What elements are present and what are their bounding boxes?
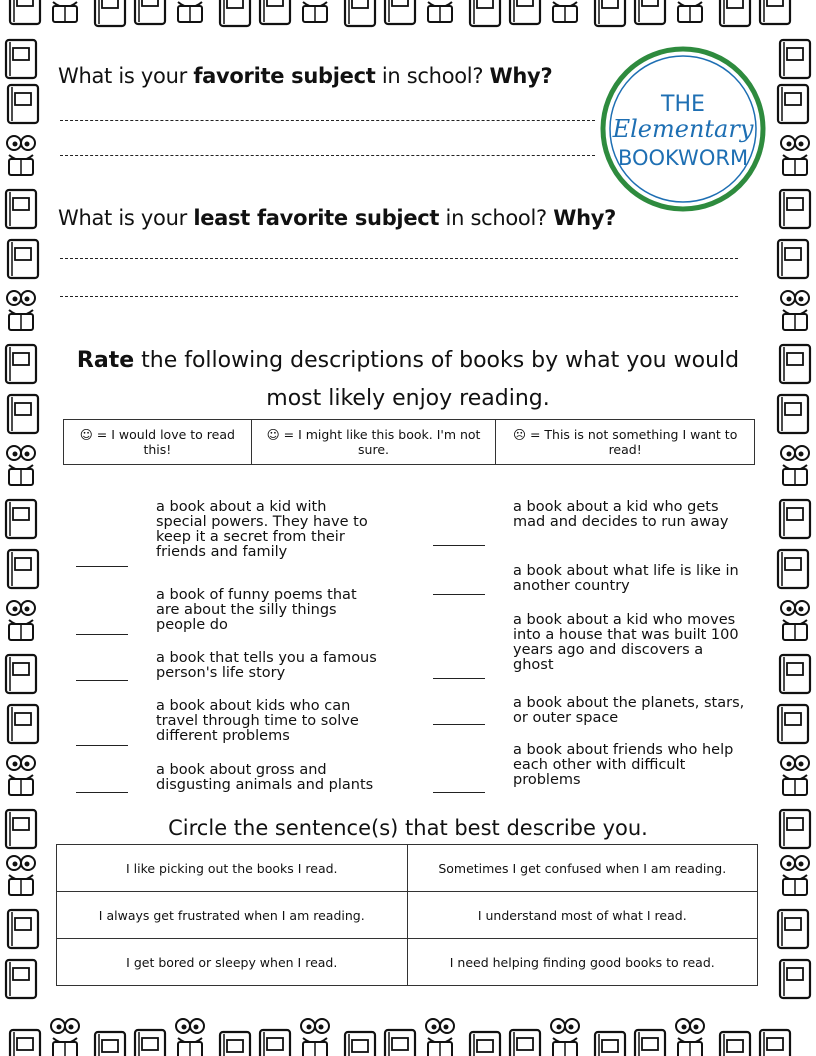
legend-love: ☺ = I would love to read this! xyxy=(64,420,252,465)
rating-blank[interactable] xyxy=(76,745,128,746)
sentence-cell[interactable]: I get bored or sleepy when I read. xyxy=(57,939,408,986)
answer-line[interactable] xyxy=(60,296,738,297)
rating-blank[interactable] xyxy=(76,566,128,567)
rating-legend xyxy=(63,419,755,465)
rate-instructions: Rate the following descriptions of books by what you would xyxy=(76,348,740,373)
book-description: a book about a kid who gets mad and decides to run away xyxy=(513,499,729,530)
logo-line1: THE xyxy=(661,92,705,117)
answer-line[interactable] xyxy=(60,258,738,259)
logo-line3: BOOKWORM xyxy=(617,146,749,170)
book-description: a book about a kid with special powers. They have to keep it a secret from their friends and family xyxy=(156,499,368,560)
rating-blank[interactable] xyxy=(433,545,485,546)
book-description: a book about the planets, stars, or outer space xyxy=(513,695,745,726)
logo-line2: Elementary xyxy=(612,115,754,143)
book-description: a book about gross and disgusting animals and plants xyxy=(156,762,374,793)
book-description: a book about what life is like in another country xyxy=(513,563,739,594)
rate-instructions-line2: most likely enjoy reading. xyxy=(266,386,550,411)
answer-line[interactable] xyxy=(60,155,595,156)
book-description: a book about kids who can travel through time to solve different problems xyxy=(156,698,359,744)
rating-blank[interactable] xyxy=(76,792,128,793)
book-description: a book of funny poems that are about the silly things people do xyxy=(156,587,357,633)
sentence-cell[interactable]: Sometimes I get confused when I am reading. xyxy=(407,845,758,892)
sentence-cell[interactable]: I understand most of what I read. xyxy=(407,892,758,939)
legend-maybe: ☺ = I might like this book. I'm not sure. xyxy=(251,420,496,465)
sentence-cell[interactable]: I like picking out the books I read. xyxy=(57,845,408,892)
circle-instructions: Circle the sentence(s) that best describe you. xyxy=(168,816,648,840)
rating-blank[interactable] xyxy=(433,678,485,679)
self-description-table xyxy=(56,844,758,986)
rating-blank[interactable] xyxy=(76,680,128,681)
question-favorite-subject: What is your favorite subject in school? Why? xyxy=(58,64,553,88)
book-description: a book that tells you a famous person's life story xyxy=(156,650,377,681)
elementary-bookworm-logo xyxy=(599,45,767,213)
answer-line[interactable] xyxy=(60,120,595,121)
rating-blank[interactable] xyxy=(433,594,485,595)
rating-blank[interactable] xyxy=(433,724,485,725)
sentence-cell[interactable]: I need helping finding good books to read. xyxy=(407,939,758,986)
question-least-favorite-subject: What is your least favorite subject in school? Why? xyxy=(58,206,616,230)
rating-blank[interactable] xyxy=(433,792,485,793)
sentence-cell[interactable]: I always get frustrated when I am reading. xyxy=(57,892,408,939)
book-description: a book about friends who help each other with difficult problems xyxy=(513,742,734,788)
book-description: a book about a kid who moves into a house that was built 100 years ago and discovers a ghost xyxy=(513,612,739,673)
rating-blank[interactable] xyxy=(76,634,128,635)
legend-no: ☹ = This is not something I want to read! xyxy=(496,420,755,465)
